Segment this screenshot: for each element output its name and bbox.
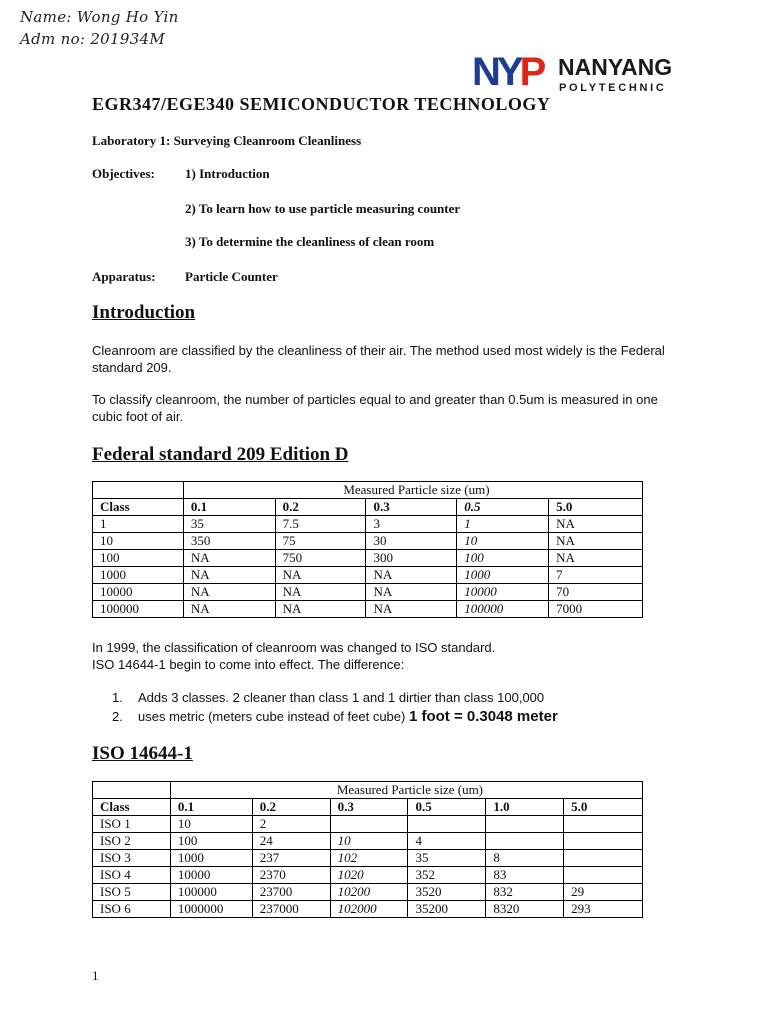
table-cell: 10000 <box>170 867 252 884</box>
table-cell: 832 <box>486 884 564 901</box>
table-cell <box>564 833 643 850</box>
table-cell: NA <box>275 567 366 584</box>
table-cell: 100000 <box>457 601 549 618</box>
table-cell <box>330 816 408 833</box>
table-cell: 102 <box>330 850 408 867</box>
table-cell: 24 <box>252 833 330 850</box>
table-cell: NA <box>549 516 643 533</box>
table-cell: ISO 4 <box>93 867 171 884</box>
iso-heading: ISO 14644-1 <box>92 743 193 764</box>
federal-standard-table <box>92 481 643 618</box>
table-row <box>93 516 643 533</box>
table-row <box>93 884 643 901</box>
introduction-heading: Introduction <box>92 302 196 323</box>
table-cell <box>486 816 564 833</box>
list-text: Adds 3 classes. 2 cleaner than class 1 and 1 dirtier than class 100,000 <box>138 690 545 705</box>
nyp-logo-mark <box>472 48 677 98</box>
table-cell: 70 <box>549 584 643 601</box>
table-cell: 100000 <box>93 601 184 618</box>
logo-name-text: NANYANG <box>558 54 673 80</box>
objectives-label: Objectives: <box>92 166 155 181</box>
table-row <box>93 901 643 918</box>
table-cell <box>564 816 643 833</box>
table-cell: 1 <box>457 516 549 533</box>
iso-change-text: In 1999, the classification of cleanroom was changed to ISO standard. <box>92 640 496 655</box>
table-cell: 293 <box>564 901 643 918</box>
table-cell: 7 <box>549 567 643 584</box>
lab-title: Laboratory 1: Surveying Cleanroom Cleanliness <box>92 133 362 148</box>
table-cell: 10 <box>170 816 252 833</box>
column-header: 0.5 <box>457 499 549 516</box>
list-text: uses metric (meters cube instead of feet cube) <box>138 709 409 724</box>
table-cell: 3 <box>366 516 457 533</box>
table-header-row <box>93 799 643 816</box>
logo-mark-text: NYP <box>472 50 543 94</box>
table-row <box>93 550 643 567</box>
column-header: 0.5 <box>408 799 486 816</box>
iso-table <box>92 781 643 918</box>
apparatus-value: Particle Counter <box>185 269 278 284</box>
table-row <box>93 584 643 601</box>
list-number: 2. <box>112 709 123 724</box>
objective-item: 3) To determine the cleanliness of clean room <box>185 234 435 249</box>
column-header: 0.2 <box>275 499 366 516</box>
table-cell: NA <box>366 567 457 584</box>
table-cell: 1000 <box>93 567 184 584</box>
table-cell <box>564 867 643 884</box>
table-row <box>93 867 643 884</box>
table-cell: 1000000 <box>170 901 252 918</box>
table-cell: 8 <box>486 850 564 867</box>
list-item <box>112 707 558 726</box>
column-header: 0.1 <box>183 499 275 516</box>
table-cell <box>486 833 564 850</box>
table-cell: 352 <box>408 867 486 884</box>
table-cell: 23700 <box>252 884 330 901</box>
table-cell: 300 <box>366 550 457 567</box>
table-row <box>93 816 643 833</box>
table-cell: NA <box>549 533 643 550</box>
table-cell: 237000 <box>252 901 330 918</box>
table-cell: 30 <box>366 533 457 550</box>
table-cell: 100 <box>457 550 549 567</box>
column-header: 5.0 <box>564 799 643 816</box>
table-cell: NA <box>275 584 366 601</box>
table-caption: Measured Particle size (um) <box>183 482 642 499</box>
table-row <box>93 601 643 618</box>
conversion-note: 1 foot = 0.3048 meter <box>408 708 558 725</box>
column-header: 1.0 <box>486 799 564 816</box>
table-cell: 1000 <box>457 567 549 584</box>
table-row <box>93 533 643 550</box>
column-header: 0.2 <box>252 799 330 816</box>
table-cell: NA <box>183 567 275 584</box>
table-cell: ISO 3 <box>93 850 171 867</box>
table-cell: 1020 <box>330 867 408 884</box>
table-cell: 7.5 <box>275 516 366 533</box>
table-cell: 100000 <box>170 884 252 901</box>
table-cell: 1000 <box>170 850 252 867</box>
intro-paragraph: To classify cleanroom, the number of particles equal to and greater than 0.5um is measured in one cubic foot of air. <box>92 392 658 424</box>
table-cell: NA <box>183 584 275 601</box>
handwritten-admission-number: Adm no: 201934M <box>20 30 166 48</box>
column-header: 5.0 <box>549 499 643 516</box>
iso-change-text: ISO 14644-1 begin to come into effect. The difference: <box>92 657 405 672</box>
table-cell: 29 <box>564 884 643 901</box>
objective-item: 1) Introduction <box>185 166 270 181</box>
table-cell: 3520 <box>408 884 486 901</box>
table-cell: 35 <box>408 850 486 867</box>
table-cell: 83 <box>486 867 564 884</box>
differences-list <box>112 688 558 726</box>
table-cell: 750 <box>275 550 366 567</box>
table-cell <box>564 850 643 867</box>
table-cell: 237 <box>252 850 330 867</box>
apparatus-label: Apparatus: <box>92 269 156 284</box>
table-cell: 10 <box>93 533 184 550</box>
table-caption: Measured Particle size (um) <box>170 782 642 799</box>
table-cell: NA <box>549 550 643 567</box>
page-number: 1 <box>92 968 99 983</box>
column-header: Class <box>93 499 184 516</box>
table-header-row <box>93 499 643 516</box>
table-cell: ISO 5 <box>93 884 171 901</box>
nyp-logo <box>472 48 677 98</box>
table-cell: ISO 6 <box>93 901 171 918</box>
column-header: 0.1 <box>170 799 252 816</box>
table-cell: 4 <box>408 833 486 850</box>
table-cell: NA <box>366 601 457 618</box>
table-cell: NA <box>275 601 366 618</box>
column-header: 0.3 <box>330 799 408 816</box>
table-row <box>93 567 643 584</box>
column-header: 0.3 <box>366 499 457 516</box>
document-title: EGR347/EGE340 SEMICONDUCTOR TECHNOLOGY <box>92 94 551 114</box>
table-cell: ISO 1 <box>93 816 171 833</box>
objective-item: 2) To learn how to use particle measuring counter <box>185 201 461 216</box>
handwritten-name: Name: Wong Ho Yin <box>20 8 179 26</box>
table-cell: 10000 <box>457 584 549 601</box>
table-cell: 100 <box>93 550 184 567</box>
table-cell: 2370 <box>252 867 330 884</box>
logo-sub-text: POLYTECHNIC <box>559 82 667 94</box>
column-header: Class <box>93 799 171 816</box>
table-cell: 100 <box>170 833 252 850</box>
table-cell: 8320 <box>486 901 564 918</box>
table-cell: 102000 <box>330 901 408 918</box>
table-cell: NA <box>183 601 275 618</box>
federal-standard-heading: Federal standard 209 Edition D <box>92 444 349 465</box>
table-cell: 75 <box>275 533 366 550</box>
table-row <box>93 850 643 867</box>
list-number: 1. <box>112 690 123 705</box>
table-row <box>93 833 643 850</box>
table-cell: 350 <box>183 533 275 550</box>
table-cell: 10200 <box>330 884 408 901</box>
table-cell: ISO 2 <box>93 833 171 850</box>
table-cell: 2 <box>252 816 330 833</box>
intro-paragraph: Cleanroom are classified by the cleanliness of their air. The method used most widely is the Federal standard 209. <box>92 343 665 375</box>
table-cell: 10000 <box>93 584 184 601</box>
table-cell: NA <box>183 550 275 567</box>
table-cell: 35200 <box>408 901 486 918</box>
table-cell: 10 <box>457 533 549 550</box>
table-cell: 10 <box>330 833 408 850</box>
list-item <box>112 688 558 707</box>
table-cell: 7000 <box>549 601 643 618</box>
table-cell: 1 <box>93 516 184 533</box>
table-cell <box>408 816 486 833</box>
table-cell: NA <box>366 584 457 601</box>
table-cell: 35 <box>183 516 275 533</box>
